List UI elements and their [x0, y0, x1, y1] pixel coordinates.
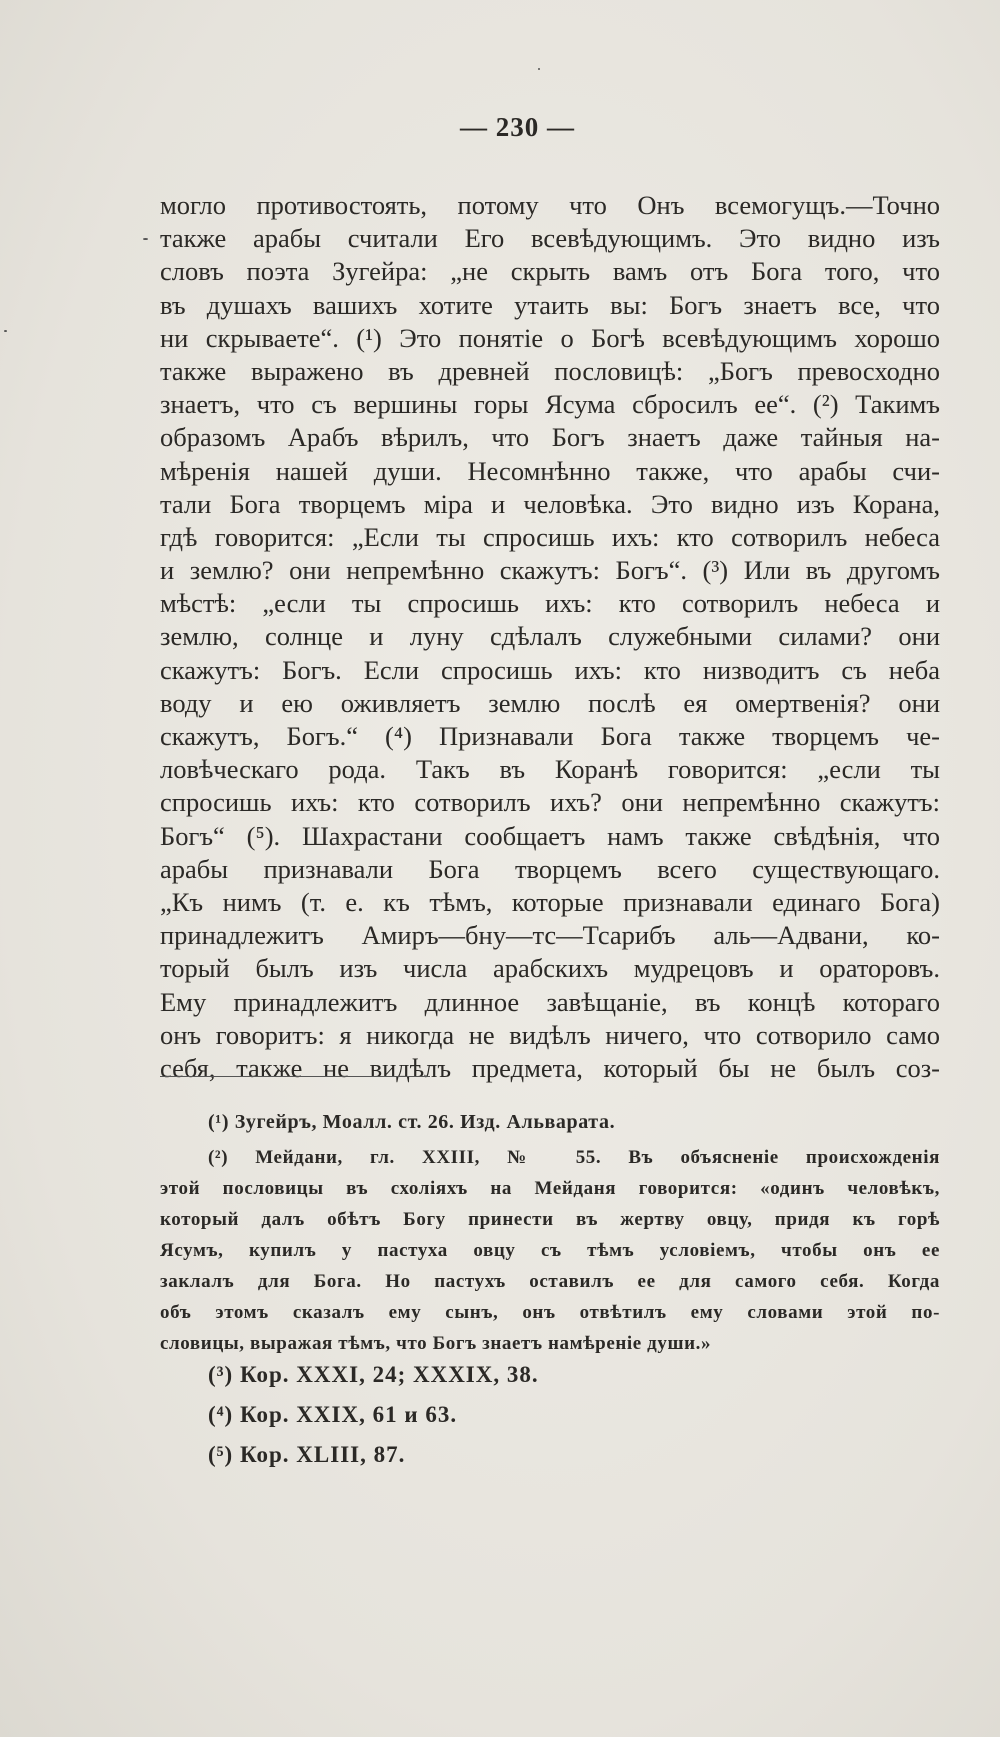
paper-speck: [143, 238, 148, 240]
text-line: также арабы считали Его всевѣдующимъ. Это видно изъ: [160, 223, 940, 254]
text-line: Богъ“ (⁵). Шахрастани сообщаетъ намъ также свѣдѣнія, что: [160, 820, 940, 851]
footnote-2-line: этой пословицы въ схоліяхъ на Мейданя говорится: «одинъ человѣкъ,: [160, 1178, 940, 1199]
text-line: Ему принадлежитъ длинное завѣщаніе, въ концѣ котораго: [160, 986, 940, 1017]
text-line: арабы признавали Бога творцемъ всего существующаго.: [160, 853, 940, 884]
text-line: воду и ею оживляетъ землю послѣ ея омертвенія? они: [160, 687, 940, 718]
footnote-separator: [160, 1076, 430, 1077]
text-line: принадлежитъ Амиръ—бну—тс—Тсарибъ аль—Адвани, ко-: [160, 920, 940, 951]
text-line: мѣренія нашей души. Несомнѣнно также, что арабы счи-: [160, 455, 940, 486]
text-line: тали Бога творцемъ міра и человѣка. Это видно изъ Корана,: [160, 488, 940, 519]
text-line: мѣстѣ: „если ты спросишь ихъ: кто сотворилъ небеса и: [160, 588, 940, 619]
text-line: могло противостоять, потому что Онъ всемогущъ.—Точно: [160, 190, 940, 220]
main-text: [160, 189, 940, 1085]
text-line: спросишь ихъ: кто сотворилъ ихъ? они непремѣнно скажутъ:: [160, 787, 940, 818]
text-line: и землю? они непремѣнно скажутъ: Богъ“. (³) Или въ другомъ: [160, 555, 940, 586]
text-line: онъ говоритъ: я никогда не видѣлъ ничего, что сотворило само: [160, 1019, 940, 1050]
paper-speck: [4, 330, 7, 332]
footnote-2-line: который далъ обѣтъ Богу принести въ жертву овцу, придя къ горѣ: [160, 1209, 940, 1230]
text-line: гдѣ говорится: „Если ты спросишь ихъ: кто сотворилъ небеса: [160, 521, 940, 552]
text-line: землю, солнце и луну сдѣлалъ служебными силами? они: [160, 621, 940, 652]
page-number: — 230 —: [460, 112, 575, 142]
text-line: себя, также не видѣлъ предмета, который бы не былъ соз-: [160, 1052, 940, 1083]
footnote-3: (³) Кор. XXXI, 24; XXXIX, 38.: [208, 1362, 539, 1387]
paper-speck: [538, 68, 540, 70]
footnote-2-line: заклалъ для Бога. Но пастухъ оставилъ ее для самого себя. Когда: [160, 1271, 940, 1292]
text-line: знаетъ, что съ вершины горы Ясума сбросилъ ее“. (²) Такимъ: [160, 389, 940, 420]
text-line: словъ поэта Зугейра: „не скрыть вамъ отъ Бога того, что: [160, 256, 940, 287]
footnote-5: (⁵) Кор. XLIII, 87.: [208, 1442, 406, 1467]
text-line: ловѣческаго рода. Такъ въ Коранѣ говорится: „если ты: [160, 754, 940, 785]
text-line: ни скрываете“. (¹) Это понятіе о Богѣ всевѣдующимъ хорошо: [160, 322, 940, 353]
text-line: торый былъ изъ числа арабскихъ мудрецовъ и ораторовъ.: [160, 953, 940, 984]
text-line: „Къ нимъ (т. е. къ тѣмъ, которые признавали единаго Бога): [160, 886, 940, 917]
text-line: скажутъ, Богъ.“ (⁴) Признавали Бога также творцемъ че-: [160, 721, 940, 751]
footnotes: [160, 1107, 940, 1359]
text-line: также выражено въ древней пословицѣ: „Богъ превосходно: [160, 355, 940, 386]
text-line: въ душахъ вашихъ хотите утаить вы: Богъ знаетъ все, что: [160, 289, 940, 320]
footnote-1: (¹) Зугейръ, Моалл. ст. 26. Изд. Альварата.: [208, 1111, 616, 1133]
text-line: скажутъ: Богъ. Если спросишь ихъ: кто низводитъ съ неба: [160, 654, 940, 685]
text-line: образомъ Арабъ вѣрилъ, что Богъ знаетъ даже тайныя на-: [160, 422, 940, 453]
footnote-4: (⁴) Кор. XXIX, 61 и 63.: [208, 1402, 458, 1427]
footnote-2-line: (²) Мейдани, гл. XXIII, № 55. Въ объясненіе происхожденія: [208, 1147, 940, 1168]
footnote-2-line: Ясумъ, купилъ у пастуха овцу съ тѣмъ условіемъ, чтобы онъ ее: [160, 1240, 940, 1261]
footnote-2-line: объ этомъ сказалъ ему сынъ, онъ отвѣтилъ ему словами этой по-: [160, 1302, 940, 1323]
footnote-2-line: словицы, выражая тѣмъ, что Богъ знаетъ намѣреніе души.»: [160, 1333, 712, 1354]
